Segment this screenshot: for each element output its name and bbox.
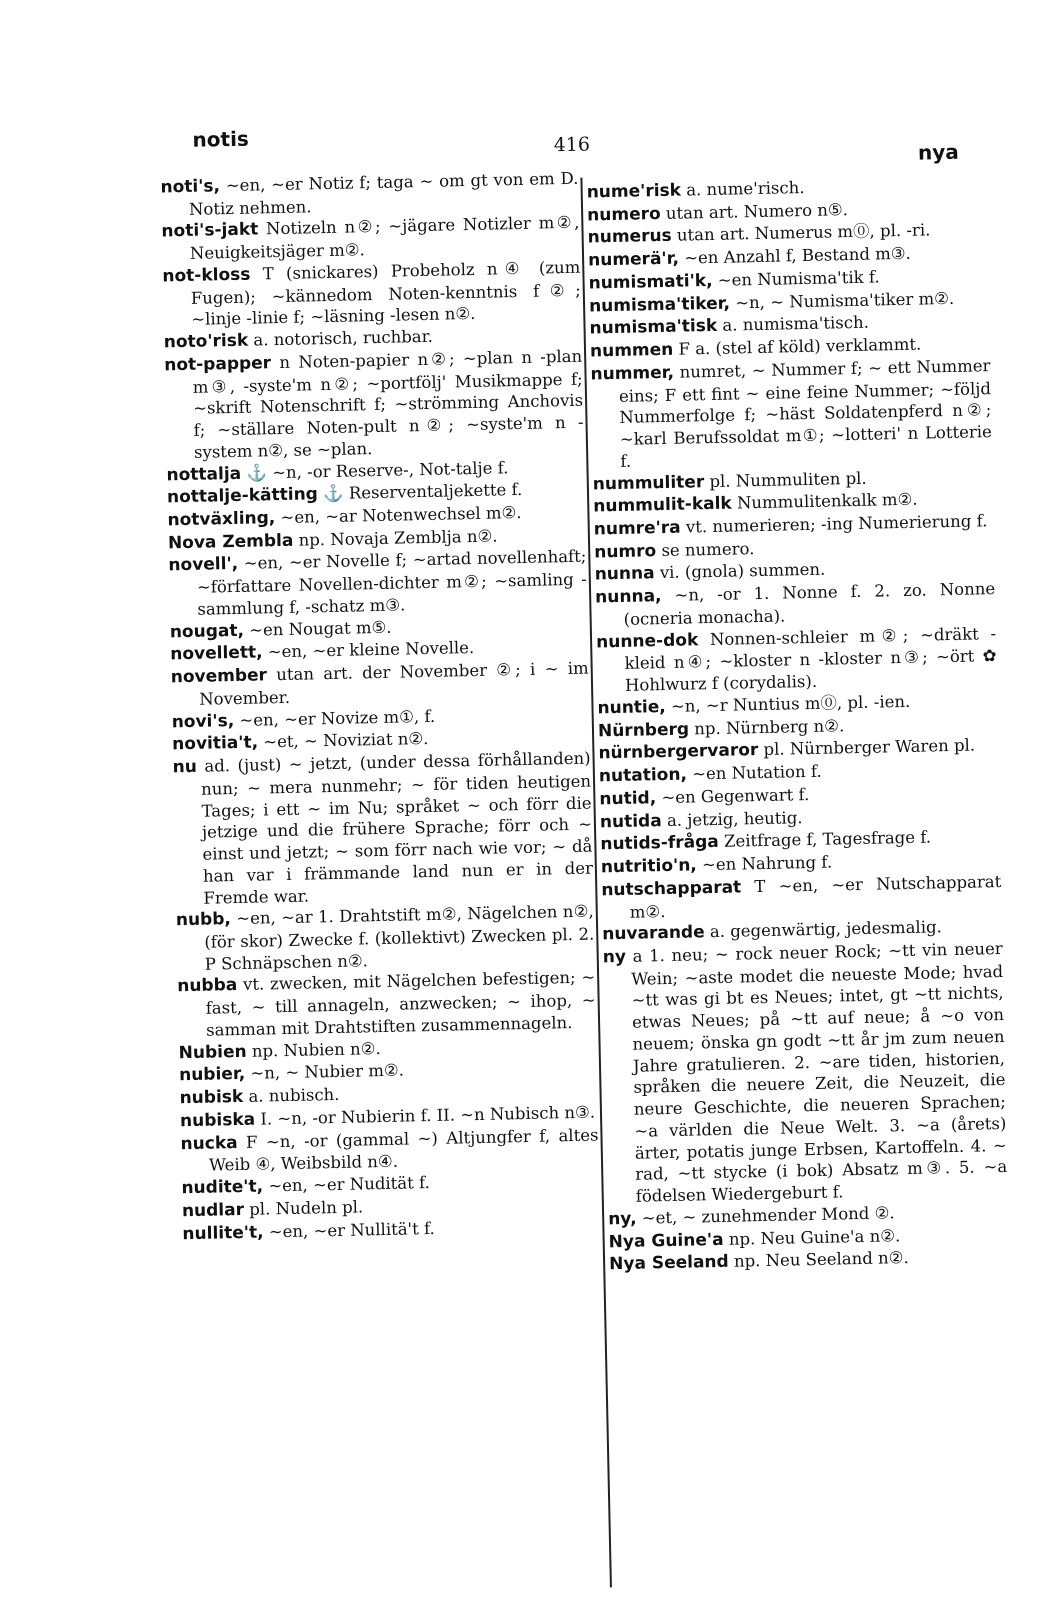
entry-definition: n Noten-papier n②; ~plan n -plan m③, -syste'm n②; ~portfölj' Musikmappe f; ~skrift Notenschrift f; ~strömming Anchovis f; ~ställare Noten-pult n②; ~syste'm n -system n②, se ~plan. — [192, 346, 584, 462]
entry-definition: F a. (stel af köld) verklammt. — [678, 334, 922, 359]
entry-definition: vt. zwecken, mit Nägelchen befestigen; ~ fast, ~ till annageln, anzwecken; ~ ihop, ~ samman mit Drahtstiften zusammennageln. — [205, 967, 596, 1040]
entry-definition: ~en Gegenwart f. — [661, 784, 810, 807]
entry-headword: nu — [172, 756, 198, 778]
entry-definition: ~n, ~ Nubier m②. — [250, 1060, 405, 1084]
entry-headword: not-kloss — [162, 264, 251, 287]
entry-headword: Nubien — [178, 1041, 247, 1063]
entry-headword: nudite't, — [181, 1176, 264, 1199]
entry-definition: ~en, ~er Nullitä't f. — [268, 1218, 435, 1241]
entry-headword: nougat, — [169, 620, 245, 643]
entry-headword: nubb, — [175, 909, 232, 931]
entry-definition: ~n, ~ Numisma'tiker m②. — [735, 288, 955, 313]
entry-headword: numre'ra — [593, 517, 681, 540]
entry-definition: T ~en, ~er Nutschapparat m②. — [629, 871, 1002, 922]
entry-definition: ~en Nutation f. — [691, 761, 822, 784]
entry-definition: a. numisma'tisch. — [722, 313, 870, 336]
entry-definition: ~en Numisma'tik f. — [717, 267, 880, 290]
entry-headword: novi's, — [171, 710, 235, 732]
entry-headword: nuntie, — [597, 696, 666, 719]
entry-definition: ~en, ~er kleine Novelle. — [267, 638, 475, 662]
entry-headword: nürnbergervaror — [598, 740, 759, 764]
entry-headword: nummen — [589, 339, 674, 362]
entry-definition: np. Neu Seeland n②. — [733, 1248, 909, 1271]
entry-definition: ⚓ Reserventaljekette f. — [322, 480, 523, 504]
entry-definition: ~et, ~ Noviziat n②. — [263, 729, 429, 752]
entry-headword: ny, — [608, 1208, 637, 1230]
entry-definition: vi. (gnola) summen. — [659, 560, 826, 583]
entry-headword: numisma'tisk — [589, 316, 718, 339]
entry-definition: I. ~n, -or Nubierin f. II. ~n Nubisch n③. — [260, 1102, 596, 1129]
right-guideword: nya — [917, 139, 959, 165]
entry-definition: pl. Nürnberger Waren pl. — [763, 735, 976, 760]
entry-definition: vt. numerieren; -ing Numerierung f. — [685, 511, 988, 537]
entry-headword: numerus — [587, 226, 672, 249]
entry-definition: a. nubisch. — [248, 1085, 340, 1106]
entry-definition: Nonnen-schleier m②; ~dräkt -kleid n④; ~kloster n -kloster n③; ~ört ✿ Hohlwurz f (corydalis). — [624, 623, 997, 696]
entry-definition: utan art. der November ②; i ~ im November. — [199, 658, 589, 709]
entry-definition: Nummulitenkalk m②. — [736, 489, 918, 513]
entry-definition: ~en, ~er Novelle f; ~artad novellenhaft; ~författare Novellen-dichter m②; ~samling -sammlung f, -schatz m③. — [196, 547, 588, 619]
entry-definition: ~et, ~ zunehmender Mond ②. — [641, 1203, 895, 1228]
entry-definition: np. Novaja Zemblja n②. — [298, 526, 498, 550]
entry-headword: novitia't, — [171, 732, 259, 755]
entry-headword: nutid, — [599, 788, 657, 810]
page-number: 416 — [553, 133, 591, 157]
entry-definition: ~en, ~er Nudität f. — [268, 1173, 430, 1196]
entry-headword: nottalje-kätting — [166, 484, 319, 508]
entry-headword: Nya Guine'a — [608, 1229, 724, 1252]
left-column — [160, 168, 600, 1246]
entry-definition: F ~n, -or (gammal ~) Altjungfer f, altes Weib ④, Weibsbild n④. — [208, 1125, 599, 1175]
left-guideword: notis — [192, 126, 250, 152]
entry-definition: utan art. Numerus m⓪, pl. -ri. — [676, 220, 931, 246]
entry-definition: a. jetzig, heutig. — [666, 807, 803, 830]
entry-headword: Nürnberg — [597, 719, 690, 742]
entry-definition: np. Neu Guine'a n②. — [728, 1225, 901, 1249]
entry-headword: nummuliter — [592, 471, 705, 495]
entry-definition: np. Nubien n②. — [251, 1038, 381, 1061]
entry-definition: a. gegenwärtig, jedesmalig. — [709, 917, 942, 942]
entry-headword: Nova Zembla — [167, 530, 294, 554]
entry-definition: a 1. neu; ~ rock neuer Rock; ~tt vin neuer Wein; ~aste modet die neueste Mode; hvad ~tt was gi bt es Neues; intet, gt ~tt nichts, etwas Neues; på ~tt auf neue; å ~o von neuem; önska gn godt ~tt år jm zum neuen Jahre gratulieren. 2. ~are tiden, historien, språken die neuere Zeit, die Neuzeit, die neure Geschichte, die neueren Sprachen; ~a världen die Neue Welt. 3. ~a (årets) ärter, potatis junge Erbsen, Kartoffeln. 4. ~ rad, ~tt stycke (i bok) Absatz m③. 5. ~a födelsen Wiedergeburt f. — [630, 938, 1008, 1206]
entry-headword: nottalja — [166, 463, 242, 485]
entry-headword: noti's, — [160, 176, 221, 198]
entry-headword: novellett, — [170, 642, 263, 665]
entry-definition: ~en, ~ar 1. Drahtstift m②, Nägelchen n②, (för skor) Zwecke f. (kollektivt) Zwecken pl. 2. P Schnäpschen n②. — [204, 901, 595, 974]
entry-headword: numismati'k, — [588, 270, 713, 294]
entry-headword: nullite't, — [182, 1222, 264, 1244]
entry-definition: Notizeln n②; ~jägare Notizler m②, Neuigkeitsjäger m②. — [189, 213, 580, 264]
entry-headword: nume'risk — [586, 180, 682, 203]
entry-headword: nunne-dok — [595, 629, 699, 653]
entry-headword: nutation, — [598, 764, 688, 787]
entry-headword: nucka — [180, 1132, 238, 1154]
entry-definition: ~n, ~r Nuntius m⓪, pl. -ien. — [670, 691, 911, 716]
entry-headword: nubiska — [179, 1109, 256, 1132]
entry-definition: a. nume'risch. — [686, 177, 805, 200]
entry-definition: ~en, ~er Notiz f; taga ~ om gt von em D. Notiz nehmen. — [188, 168, 579, 219]
entry-headword: nutritio'n, — [600, 855, 697, 878]
entry-definition: se numero. — [661, 538, 755, 560]
entry-headword: november — [170, 665, 268, 688]
entry-definition: np. Nürnberg n②. — [694, 715, 845, 739]
entry-definition: T (snickares) Probeholz n④ (zum Fugen); ~kännedom Noten-kenntnis f②; ~linje -linie f; ~läsning -lesen n②. — [190, 257, 581, 330]
entry-headword: noto'risk — [163, 330, 249, 353]
entry-headword: nubier, — [178, 1064, 246, 1086]
entry-definition: ~en Nougat m⑤. — [248, 617, 392, 640]
entry-headword: nutids-fråga — [600, 832, 719, 855]
dictionary-entry — [596, 623, 997, 698]
dictionary-entry — [176, 901, 595, 976]
entry-headword: nummulit-kalk — [593, 493, 732, 517]
dictionary-entry — [172, 748, 593, 910]
entry-definition: ~en, ~ar Notenwechsel m②. — [280, 502, 522, 528]
entry-headword: ny — [602, 946, 627, 968]
entry-headword: nunna — [594, 563, 655, 585]
entry-definition: ⚓ ~n, -or Reserve-, Not-talje f. — [246, 457, 509, 483]
entry-headword: not-papper — [164, 353, 272, 376]
entry-headword: numisma'tiker, — [588, 293, 731, 317]
entry-definition: Zeitfrage f, Tagesfrage f. — [723, 827, 932, 852]
entry-definition: ~n, -or 1. Nonne f. 2. zo. Nonne (ocneria monacha). — [623, 579, 996, 629]
entry-headword: numerä'r, — [587, 248, 680, 271]
entry-headword: numero — [586, 203, 661, 226]
entry-definition: ~en Nahrung f. — [701, 852, 833, 875]
entry-headword: nubba — [177, 975, 238, 997]
entry-definition: ad. (just) ~ jetzt, (under dessa förhållanden) nun; ~ mera nunmehr; ~ för tiden heutigen Tages; i ett ~ im Nu; språket ~ och förr die jetzige und die frühere Sprache; förr och ~ einst und jetzt; ~ som förr nach wie vor; ~ då han var i främmande land nun er in der Fremde war. — [200, 748, 594, 908]
entry-definition: a. notorisch, ruchbar. — [253, 326, 434, 350]
entry-headword: novell', — [168, 554, 239, 576]
entry-definition: ~en, ~er Novize m①, f. — [239, 706, 436, 730]
dictionary-entry — [590, 355, 992, 473]
entry-headword: numro — [594, 540, 657, 563]
entry-definition: numret, ~ Nummer f; ~ ett Nummer eins; F ett fint ~ eine feine Nummer; ~följd Nummerfolge f; ~häst Soldatenpferd n②; ~karl Berufssoldat m①; ~lotteri' n Lotterie f. — [618, 356, 993, 471]
entry-definition: pl. Nummuliten pl. — [709, 468, 867, 491]
entry-headword: nutida — [599, 810, 662, 832]
entry-definition: pl. Nudeln pl. — [249, 1197, 364, 1219]
entry-headword: nudlar — [181, 1199, 245, 1222]
dictionary-entry — [603, 938, 1008, 1208]
entry-headword: nutschapparat — [601, 877, 742, 901]
entry-headword: nubisk — [179, 1087, 244, 1109]
entry-definition: ~en Anzahl f, Bestand m③. — [684, 243, 912, 268]
entry-headword: nummer, — [590, 362, 675, 385]
right-column — [586, 173, 1009, 1276]
entry-headword: notväxling, — [167, 508, 276, 531]
dictionary-entry — [164, 346, 584, 464]
entry-headword: nunna, — [594, 586, 662, 608]
dictionary-entry — [162, 257, 581, 332]
entry-headword: Nya Seeland — [608, 1252, 729, 1275]
entry-headword: nuvarande — [602, 922, 705, 945]
entry-headword: noti's-jakt — [161, 219, 259, 242]
dictionary-entry — [177, 967, 596, 1042]
entry-definition: utan art. Numero n⑤. — [665, 199, 849, 223]
dictionary-entry — [168, 546, 587, 621]
